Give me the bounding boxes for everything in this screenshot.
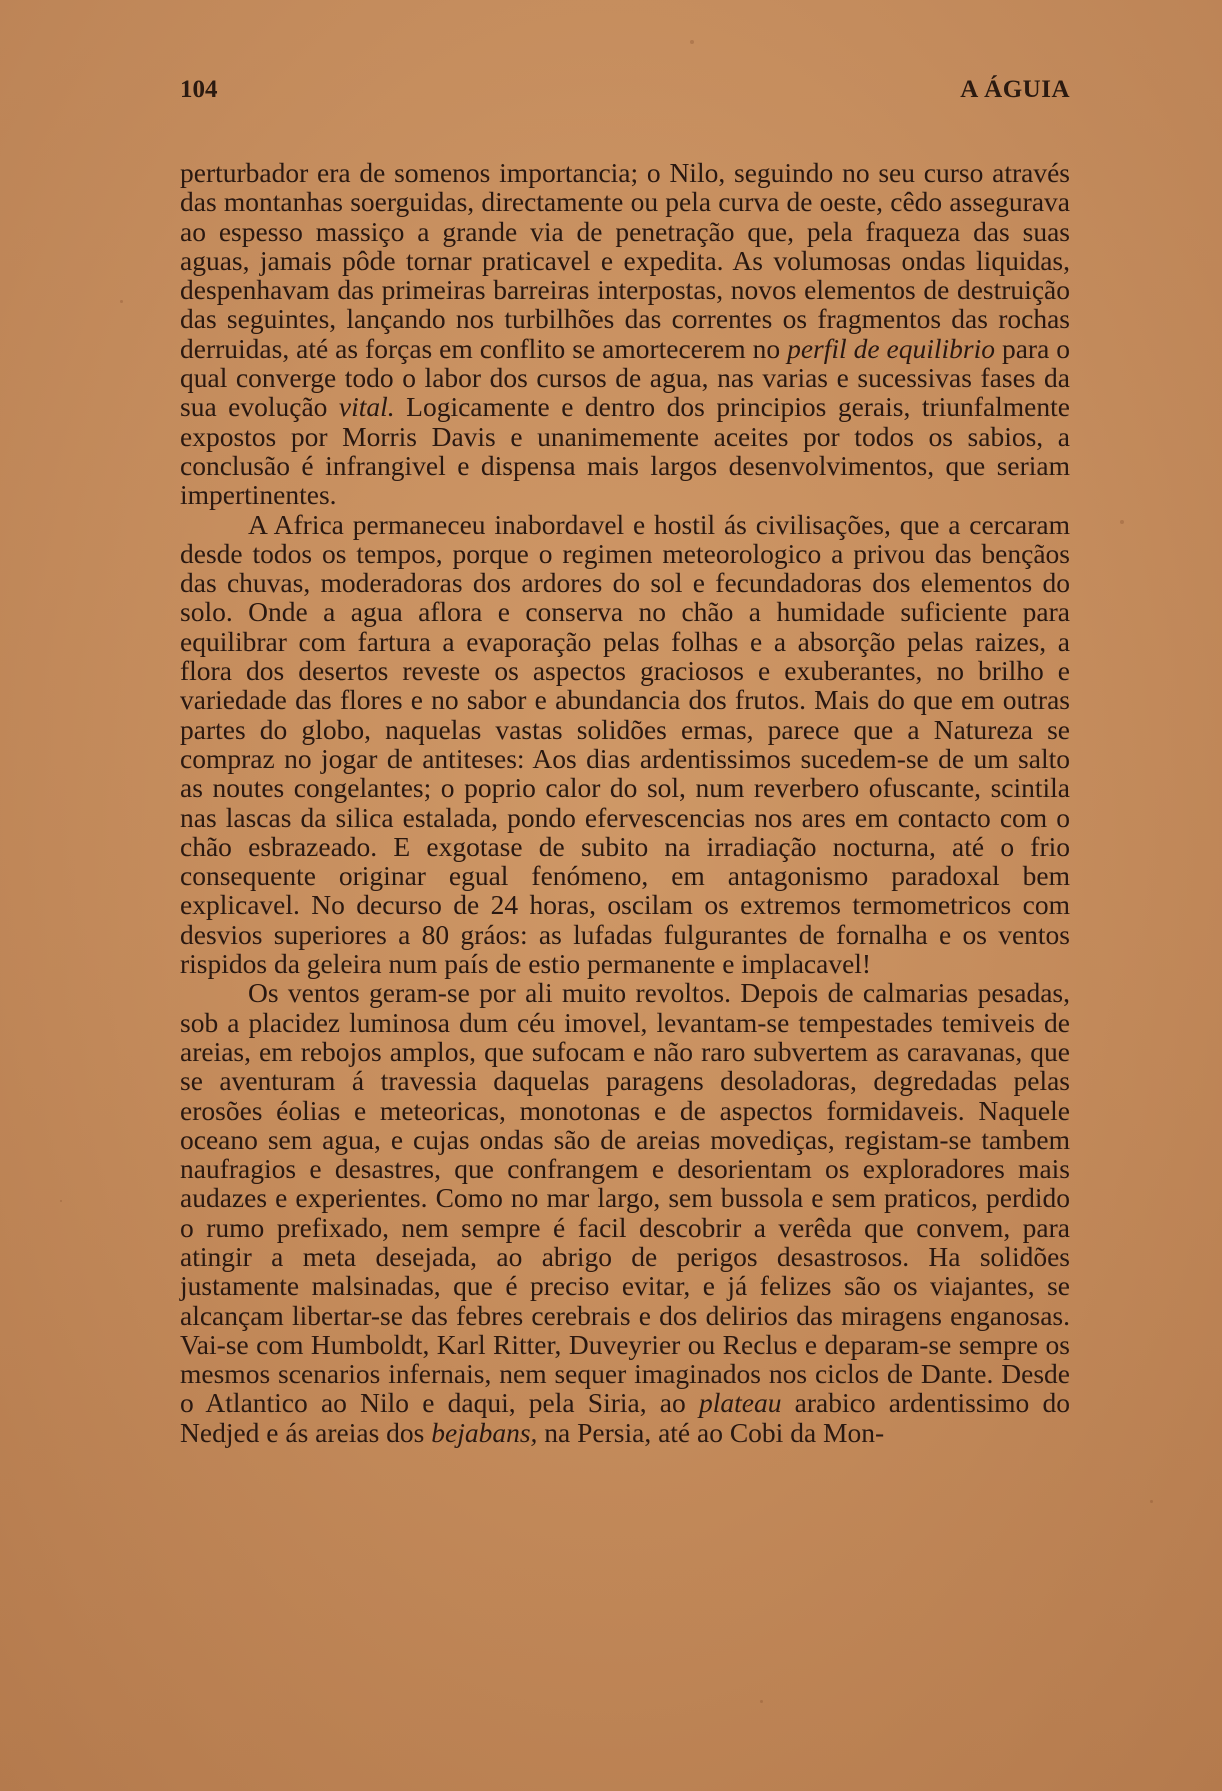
italic-term: plateau xyxy=(698,1387,782,1419)
paper-speck xyxy=(760,1700,763,1703)
paper-speck xyxy=(60,1200,62,1202)
text-segment: na Persia, até ao Cobi da Mon- xyxy=(537,1416,885,1448)
page-number: 104 xyxy=(180,76,218,103)
text-segment: A Africa permaneceu inabordavel e hostil ás civilisações, que a cercaram desde todos os tempos, porque o regimen meteorologico a privou das bençãos das chuvas, moderadoras dos ardores do sol e fecundadoras dos elementos do solo. Onde a agua aflora e conserva no chão a humidade suficiente para equilibrar com fartura a evaporação pelas folhas e a absorção pelas raizes, a flora dos desertos reveste os aspectos graciosos e exuberantes, no brilho e variedade das flores e no sabor e abundancia dos frutos. Mais do que em outras partes do globo, naquelas vastas solidões ermas, parece que a Natureza se compraz no jogar de antiteses: Aos dias ardentissimos sucedem-se de um salto as noutes congelantes; o poprio calor do sol, num reverbero ofuscante, scintila nas lascas da silica estalada, pondo efervescencias nos ares em contacto com o chão esbrazeado. E exgotase de subito na irradiação nocturna, até o frio consequente originar egual fenómeno, em antagonismo paradoxal bem explicavel. No decurso de 24 horas, oscilam os extremos termometricos com desvios superiores a 80 gráos: as lufadas fulgurantes de fornalha e os ventos rispidos da geleira num país de estio permanente e implacavel! xyxy=(180,508,1070,980)
paper-speck xyxy=(1150,1500,1153,1503)
text-segment: arabico ardentissimo do Nedjed e ás areias dos xyxy=(180,1387,1070,1448)
paragraph xyxy=(180,510,1070,979)
paragraph xyxy=(180,978,1070,1447)
page-header xyxy=(180,76,1070,108)
body-text xyxy=(180,158,1070,1447)
text-segment: para o qual converge todo o labor dos cursos de agua, nas varias e sucessivas fases da sua evolução xyxy=(180,332,1070,423)
paper-speck xyxy=(1120,520,1124,524)
italic-term: bejabans, xyxy=(431,1416,538,1448)
running-title: A ÁGUIA xyxy=(960,76,1070,103)
text-segment: Os ventos geram-se por ali muito revoltos. Depois de calmarias pesadas, sob a placidez luminosa dum céu imovel, levantam-se tempestades temiveis de areias, em rebojos amplos, que sufocam e não raro subvertem as caravanas, que se aventuram á travessia daquelas paragens desoladoras, degredadas pelas erosões éolias e meteoricas, monotonas e de aspectos formidaveis. Naquele oceano sem agua, e cujas ondas são de areias movediças, registam-se tambem naufragios e desastres, que confrangem e desorientam os exploradores mais audazes e experientes. Como no mar largo, sem bussola e sem praticos, perdido o rumo prefixado, nem sempre é facil descobrir a verêda que convem, para atingir a meta desejada, ao abrigo de perigos desastrosos. Ha solidões justamente malsinadas, que é preciso evitar, e já felizes são os viajantes, se alcançam libertar-se das febres cerebrais e dos delirios das miragens enganosas. Vai-se com Humboldt, Karl Ritter, Duveyrier ou Reclus e deparam-se sempre os mesmos scenarios infernais, nem sequer imaginados nos ciclos de Dante. Desde o Atlantico ao Nilo e daqui, pela Siria, ao xyxy=(180,977,1070,1419)
italic-term: perfil de equilibrio xyxy=(787,332,995,364)
text-segment: Logicamente e dentro dos principios gerais, triunfalmente expostos por Morris Davis e unanimemente aceites por todos os sabios, a conclusão é infrangivel e dispensa mais largos desenvolvimentos, que seriam impertinentes. xyxy=(180,391,1070,511)
paper-speck xyxy=(120,300,123,303)
paragraph xyxy=(180,158,1070,510)
paper-speck xyxy=(690,40,694,44)
italic-term: vital. xyxy=(338,391,395,423)
text-segment: perturbador era de somenos importancia; o Nilo, seguindo no seu curso através das montanhas soerguidas, directamente ou pela curva de oeste, cêdo assegurava ao espesso massiço a grande via de penetração que, pela fraqueza das suas aguas, jamais pôde tornar praticavel e expedita. As volumosas ondas liquidas, despenhavam das primeiras barreiras interpostas, novos elementos de destruição das seguintes, lançando nos turbilhões das correntes os fragmentos das rochas derruidas, até as forças em conflito se amortecerem no xyxy=(180,157,1070,364)
